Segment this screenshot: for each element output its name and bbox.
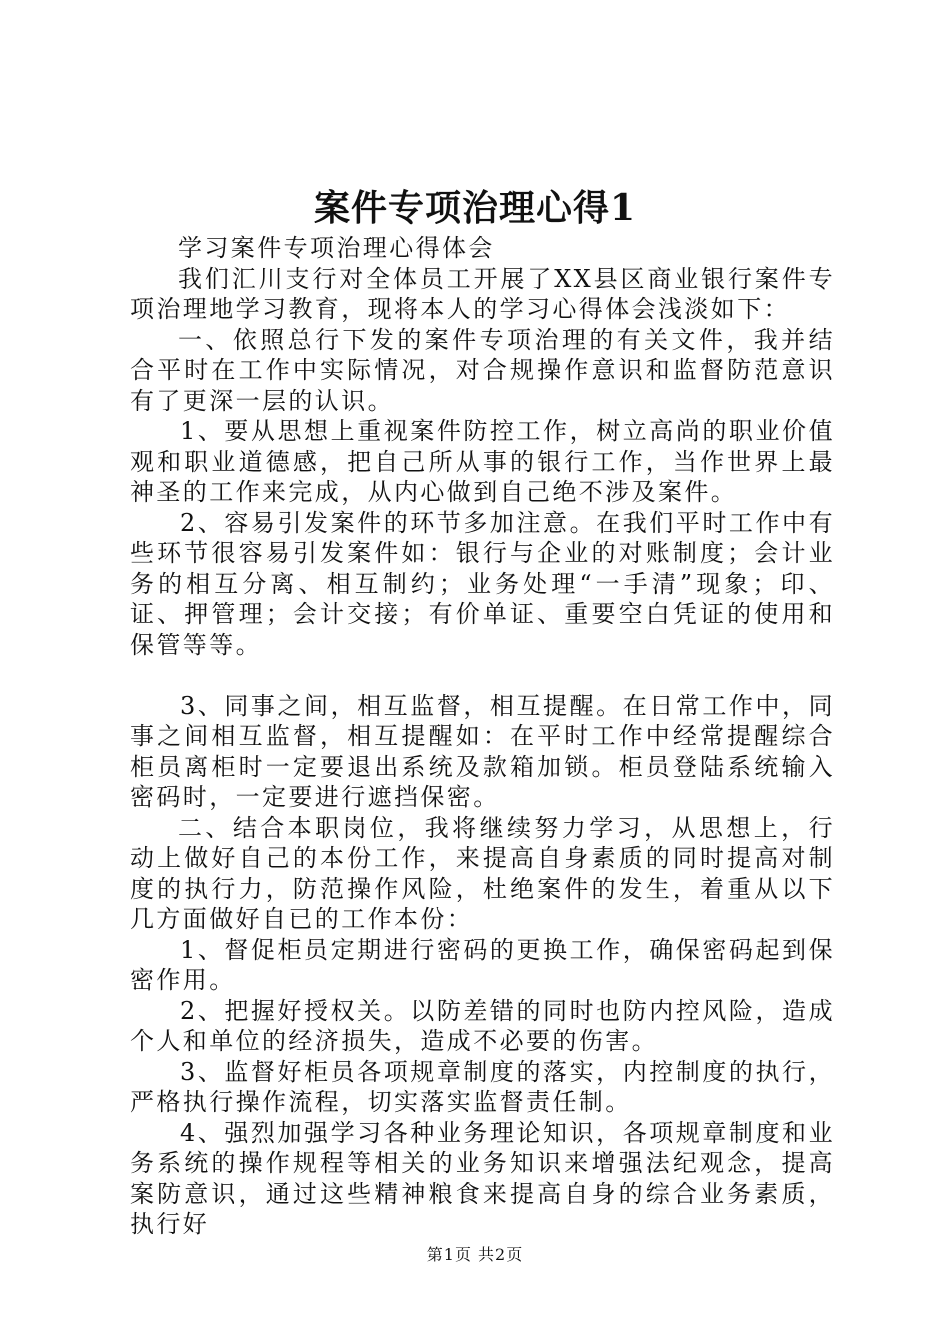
paragraph-section-two: 二、结合本职岗位，我将继续努力学习，从思想上，行动上做好自己的本份工作，来提高自身素质的同时提高对制度的执行力，防范操作风险，杜绝案件的发生，着重从以下几方面做好自已的工作本份：	[130, 813, 835, 933]
paragraph-measure-2: 2、把握好授权关。以防差错的同时也防内控风险，造成个人和单位的经济损失，造成不必要的伤害。	[130, 996, 835, 1055]
paragraph-measure-3: 3、监督好柜员各项规章制度的落实，内控制度的执行，严格执行操作流程，切实落实监督责任制。	[130, 1057, 835, 1116]
document-title: 案件专项治理心得1	[313, 187, 637, 229]
paragraph-gap	[130, 660, 835, 691]
page-footer: 第1页 共2页	[426, 1245, 524, 1264]
paragraph-item-3: 3、同事之间，相互监督，相互提醒。在日常工作中，同事之间相互监督，相互提醒如：在平时工作中经常提醒综合柜员离柜时一定要退出系统及款箱加锁。柜员登陆系统输入密码时，一定要进行遮挡保密。	[130, 691, 835, 811]
paragraph-section-one: 一、依照总行下发的案件专项治理的有关文件，我并结合平时在工作中实际情况，对合规操作意识和监督防范意识有了更深一层的认识。	[130, 325, 835, 415]
paragraph-item-1: 1、要从思想上重视案件防控工作，树立高尚的职业价值观和职业道德感，把自己所从事的银行工作，当作世界上最神圣的工作来完成，从内心做到自己绝不涉及案件。	[130, 417, 835, 506]
paragraph-subtitle: 学习案件专项治理心得体会	[178, 234, 495, 262]
paragraph-intro: 我们汇川支行对全体员工开展了XX县区商业银行案件专项治理地学习教育，现将本人的学习心得体会浅淡如下：	[130, 264, 835, 323]
paragraph-item-2: 2、容易引发案件的环节多加注意。在我们平时工作中有些环节很容易引发案件如：银行与企业的对账制度；会计业务的相互分离、相互制约；业务处理“一手清”现象；印、证、押管理；会计交接；有价单证、重要空白凭证的使用和保管等等。	[130, 508, 835, 659]
document-body	[130, 233, 835, 1240]
paragraph-measure-1: 1、督促柜员定期进行密码的更换工作，确保密码起到保密作用。	[130, 935, 835, 994]
paragraph-measure-4: 4、强烈加强学习各种业务理论知识，各项规章制度和业务系统的操作规程等相关的业务知识来增强法纪观念，提高案防意识，通过这些精神粮食来提高自身的综合业务素质，执行好	[130, 1118, 835, 1238]
